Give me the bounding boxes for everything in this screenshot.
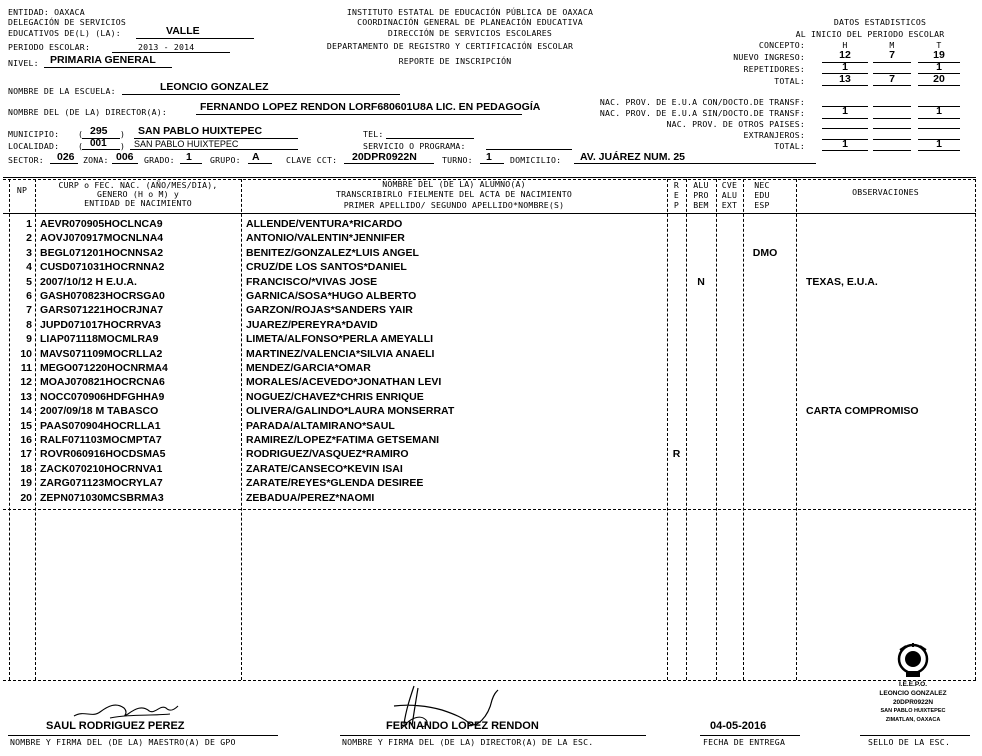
table-row (0, 405, 982, 419)
row-np: 20 (20, 491, 32, 504)
cve-header-2: ALU (721, 190, 738, 200)
cve-header-3: EXT (721, 200, 738, 210)
row-np: 1 (26, 218, 32, 230)
alu-header-1: ALU (693, 180, 709, 190)
row-student-name: ZARATE/CANSECO*KEVIN ISAI (246, 462, 403, 475)
row-np: 15 (20, 419, 32, 432)
table-row (0, 391, 982, 405)
table-row (0, 463, 982, 477)
stats-title: DATOS ESTADISTICOS (833, 17, 927, 27)
total-label: TOTAL: (774, 76, 805, 86)
nuevo-t: 19 (933, 49, 945, 61)
row-rep: R (672, 448, 681, 461)
teacher-signature-label: NOMBRE Y FIRMA DEL (DE LA) MAESTRO(A) DE GPO (10, 737, 236, 747)
domicilio-value: AV. JUÁREZ NUM. 25 (580, 151, 686, 163)
localidad-name: SAN PABLO HUIXTEPEC (134, 139, 239, 149)
row-curp: BEGL071201HOCNNSA2 (40, 246, 164, 259)
curp-header-3: ENTIDAD DE NACIMIENTO (84, 198, 192, 208)
nec-header-1: NEC (754, 180, 770, 190)
row-curp: CUSD071031HOCRNNA2 (40, 261, 165, 274)
row-curp: ROVR060916HOCDSMA5 (40, 448, 166, 461)
seal-label: SELLO DE LA ESC. (868, 737, 951, 747)
row-student-name: LIMETA/ALFONSO*PERLA AMEYALLI (246, 333, 434, 346)
nac-con-label: NAC. PROV. DE E.U.A CON/DOCTO.DE TRANSF: (599, 97, 805, 107)
row-curp: AEVR070905HOCLNCA9 (40, 218, 163, 230)
row-np: 7 (26, 304, 32, 317)
total2-label: TOTAL: (774, 141, 805, 151)
row-np: 6 (26, 290, 32, 302)
extranjeros-label: EXTRANJEROS: (743, 130, 805, 140)
row-student-name: ZARATE/REYES*GLENDA DESIREE (246, 477, 424, 490)
row-np: 19 (20, 477, 32, 490)
row-student-name: CRUZ/DE LOS SANTOS*DANIEL (246, 261, 407, 274)
row-curp: ZARG071123MOCRYLA7 (40, 477, 163, 490)
repetidores-label: REPETIDORES: (743, 64, 805, 74)
row-np: 9 (26, 333, 32, 346)
row-student-name: RODRIGUEZ/VASQUEZ*RAMIRO (246, 448, 409, 461)
grado-label: GRADO: (144, 155, 175, 165)
table-row (0, 261, 982, 275)
table-row (0, 492, 982, 506)
col-h-label: H (842, 40, 848, 50)
municipio-close-paren: ) (120, 129, 126, 139)
table-row (0, 420, 982, 434)
row-np: 18 (20, 462, 32, 475)
col-t-label: T (936, 40, 942, 50)
row-student-name: PARADA/ALTAMIRANO*SAUL (246, 419, 395, 432)
curp-header-2: GENERO (H o M) y (96, 189, 180, 199)
report-title: REPORTE DE INSCRIPCIÓN (398, 56, 512, 66)
row-curp: MOAJ070821HOCRCNA6 (40, 376, 165, 389)
row-np: 12 (20, 376, 32, 389)
row-curp: GARS071221HOCRJNA7 (40, 304, 164, 317)
row-np: 2 (26, 232, 32, 245)
table-row (0, 218, 982, 232)
tel-label: TEL: (363, 129, 384, 139)
row-curp: 2007/09/18 M TABASCO (40, 405, 159, 418)
grado-value: 1 (186, 151, 192, 163)
delegacion-label: DELEGACIÓN DE SERVICIOS (8, 17, 126, 27)
director-label: NOMBRE DEL (DE LA) DIRECTOR(A): (8, 107, 168, 117)
seal-line-3: 20DPR0922N (892, 699, 934, 706)
row-student-name: ALLENDE/VENTURA*RICARDO (246, 218, 403, 230)
row-curp: 2007/10/12 H E.U.A. (40, 275, 137, 288)
row-student-name: ANTONIO/VALENTIN*JENNIFER (246, 232, 405, 245)
grupo-value: A (252, 151, 260, 163)
row-alu-pro-bem: N (697, 275, 705, 288)
educativos-label: EDUCATIVOS DE(L) (LA): (8, 28, 121, 38)
row-np: 8 (26, 318, 32, 331)
row-curp: MAVS071109MOCRLLA2 (40, 347, 163, 360)
row-np: 17 (20, 448, 32, 461)
table-row (0, 304, 982, 318)
table-row (0, 376, 982, 390)
total-h: 13 (839, 73, 851, 85)
row-np: 3 (26, 246, 32, 259)
municipio-label: MUNICIPIO: (8, 129, 60, 139)
seal-emblem-icon (896, 642, 930, 680)
total-m: 7 (889, 73, 895, 85)
table-row (0, 232, 982, 246)
cct-label: CLAVE CCT: (286, 155, 338, 165)
turno-value: 1 (486, 151, 492, 163)
table-row (0, 477, 982, 491)
row-np: 14 (20, 405, 32, 418)
sector-label: SECTOR: (8, 155, 44, 165)
seal-line-4: SAN PABLO HUIXTEPEC (880, 708, 946, 714)
table-row (0, 290, 982, 304)
obs-header: OBSERVACIONES (852, 187, 919, 197)
director-name: FERNANDO LOPEZ RENDON (386, 720, 539, 732)
escuela-label: NOMBRE DE LA ESCUELA: (8, 86, 116, 96)
row-curp: LIAP071118MOCMLRA9 (40, 333, 159, 346)
row-student-name: FRANCISCO/*VIVAS JOSE (246, 275, 378, 288)
table-row (0, 362, 982, 376)
rep-header-3: P (673, 200, 680, 210)
domicilio-label: DOMICILIO: (510, 155, 562, 165)
table-row (0, 448, 982, 462)
nac-sin-label: NAC. PROV. DE E.U.A SIN/DOCTO.DE TRANSF: (599, 108, 805, 118)
grupo-label: GRUPO: (210, 155, 241, 165)
row-curp: JUPD071017HOCRRVA3 (40, 318, 162, 331)
row-student-name: GARZON/ROJAS*SANDERS YAIR (246, 304, 413, 317)
row-student-name: JUAREZ/PEREYRA*DAVID (246, 318, 378, 331)
cve-header-1: CVE (721, 180, 738, 190)
row-nec-edu-esp: DMO (752, 246, 778, 259)
row-np: 10 (20, 347, 32, 360)
otros-paises-label: NAC. PROV. DE OTROS PAISES: (666, 119, 805, 129)
row-student-name: MARTINEZ/VALENCIA*SILVIA ANAELI (246, 347, 435, 360)
nivel-label: NIVEL: (8, 58, 39, 68)
row-curp: GASH070823HOCRSGA0 (40, 290, 165, 302)
name-header-2: TRANSCRIBIRLO FIELMENTE DEL ACTA DE NACIMIENTO (336, 189, 572, 199)
department-title: DEPARTAMENTO DE REGISTRO Y CERTIFICACIÓN ESCOLAR (326, 41, 574, 51)
concepto-label: CONCEPTO: (758, 40, 805, 50)
localidad-open-paren: ( (78, 141, 84, 151)
table-row (0, 348, 982, 362)
table-row (0, 247, 982, 261)
turno-label: TURNO: (442, 155, 473, 165)
direction-title: DIRECCIÓN DE SERVICIOS ESCOLARES (387, 28, 553, 38)
nac-sin-h: 1 (842, 105, 848, 117)
seal-line-2: LEONCIO GONZALEZ (879, 690, 947, 697)
teacher-name: SAUL RODRIGUEZ PEREZ (46, 720, 185, 732)
periodo-value: 2013 - 2014 (138, 42, 195, 52)
table-row (0, 319, 982, 333)
total2-t: 1 (936, 138, 942, 150)
name-header-1: NOMBRE DEL (DE LA) ALUMNO(A) (382, 179, 526, 189)
nac-sin-t: 1 (936, 105, 942, 117)
zona-value: 006 (116, 151, 134, 163)
director-signature-label: NOMBRE Y FIRMA DEL (DE LA) DIRECTOR(A) DE LA ESC. (342, 737, 594, 747)
row-student-name: MENDEZ/GARCIA*OMAR (246, 362, 371, 374)
stats-subtitle: AL INICIO DEL PERIODO ESCOLAR (795, 29, 945, 39)
table-row (0, 434, 982, 448)
row-curp: MEGO071220HOCNRMA4 (40, 362, 168, 374)
row-student-name: RAMIREZ/LOPEZ*FATIMA GETSEMANI (246, 434, 440, 446)
nuevo-m: 7 (889, 49, 895, 61)
name-header-3: PRIMER APELLIDO/ SEGUNDO APELLIDO*NOMBRE(S) (343, 200, 565, 210)
row-curp: ZEPN071030MCSBRMA3 (40, 491, 164, 504)
sector-value: 026 (57, 151, 75, 163)
institute-title: INSTITUTO ESTATAL DE EDUCACIÓN PÚBLICA DE OAXACA (346, 7, 594, 17)
row-np: 4 (26, 261, 32, 274)
nec-header-2: EDU (754, 190, 770, 200)
localidad-close-paren: ) (120, 141, 126, 151)
row-curp: RALF071103MOCMPTA7 (40, 434, 162, 446)
row-student-name: ZEBADUA/PEREZ*NAOMI (246, 491, 375, 504)
total2-h: 1 (842, 138, 848, 150)
director-value: FERNANDO LOPEZ RENDON LORF680601U8A LIC. EN PEDAGOGÍA (200, 101, 541, 113)
municipio-code: 295 (90, 125, 108, 137)
localidad-code: 001 (90, 138, 107, 149)
repet-h: 1 (842, 61, 848, 73)
localidad-label: LOCALIDAD: (8, 141, 60, 151)
col-m-label: M (889, 40, 895, 50)
rep-header-2: E (673, 190, 680, 200)
nuevo-ingreso-label: NUEVO INGRESO: (733, 52, 805, 62)
municipio-open-paren: ( (78, 129, 84, 139)
coordination-title: COORDINACIÓN GENERAL DE PLANEACIÓN EDUCATIVA (357, 17, 583, 27)
total-t: 20 (933, 73, 945, 85)
escuela-value: LEONCIO GONZALEZ (160, 81, 269, 93)
row-student-name: BENITEZ/GONZALEZ*LUIS ANGEL (246, 246, 419, 259)
municipio-name: SAN PABLO HUIXTEPEC (138, 125, 263, 137)
cct-value: 20DPR0922N (352, 151, 417, 163)
nivel-value: PRIMARIA GENERAL (50, 54, 156, 66)
delivery-date: 04-05-2016 (710, 720, 767, 732)
row-curp: NOCC070906HDFGHHA9 (40, 390, 165, 403)
servicio-label: SERVICIO O PROGRAMA: (363, 141, 466, 151)
rep-header-1: R (673, 180, 680, 190)
curp-header-1: CURP o FEC. NAC. (AÑO/MES/DIA), (58, 180, 218, 190)
alu-header-3: BEM (693, 200, 709, 210)
row-student-name: NOGUEZ/CHAVEZ*CHRIS ENRIQUE (246, 390, 424, 403)
row-observations: TEXAS, E.U.A. (806, 275, 878, 288)
row-np: 13 (20, 390, 32, 403)
row-student-name: GARNICA/SOSA*HUGO ALBERTO (246, 290, 417, 302)
school-seal (868, 640, 958, 732)
row-curp: ZACK070210HOCRNVA1 (40, 462, 163, 475)
educativos-value: VALLE (166, 25, 200, 37)
alu-header-2: PRO (693, 190, 709, 200)
row-np: 5 (26, 275, 32, 288)
delivery-date-label: FECHA DE ENTREGA (703, 737, 786, 747)
zona-label: ZONA: (83, 155, 109, 165)
row-curp: AOVJ070917MOCNLNA4 (40, 232, 164, 245)
row-np: 11 (20, 362, 32, 374)
nuevo-h: 12 (839, 49, 851, 61)
periodo-label: PERIODO ESCOLAR: (8, 42, 91, 52)
np-header: NP (16, 185, 28, 195)
nec-header-3: ESP (754, 200, 770, 210)
seal-line-5: ZIMATLAN, OAXACA (885, 717, 941, 723)
row-curp: PAAS070904HOCRLLA1 (40, 419, 161, 432)
row-observations: CARTA COMPROMISO (806, 405, 919, 418)
row-student-name: OLIVERA/GALINDO*LAURA MONSERRAT (246, 405, 455, 418)
repet-t: 1 (936, 61, 942, 73)
table-row (0, 333, 982, 347)
seal-line-1: I.E.E.P.O. (898, 681, 928, 688)
row-np: 16 (20, 434, 32, 446)
entidad-label: ENTIDAD: OAXACA (8, 7, 85, 17)
row-student-name: MORALES/ACEVEDO*JONATHAN LEVI (246, 376, 442, 389)
table-row (0, 276, 982, 290)
